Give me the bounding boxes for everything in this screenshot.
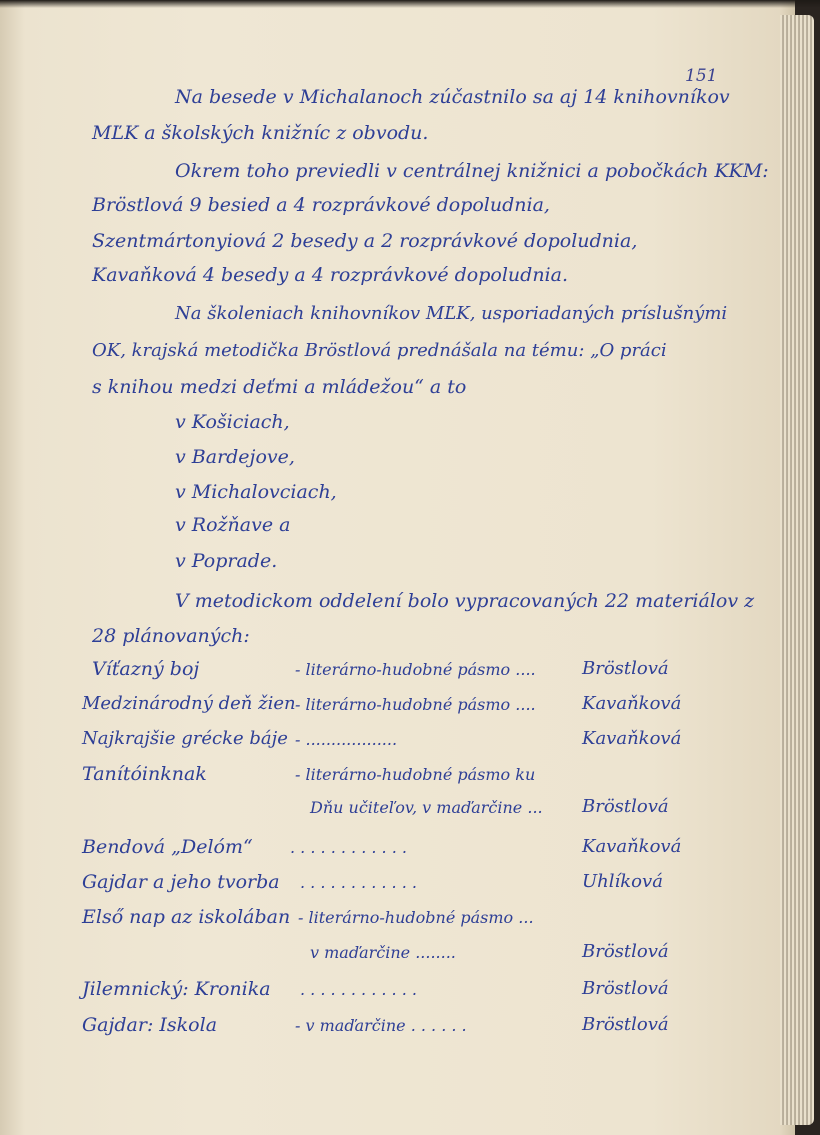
text-line: MĽK a školských knižníc z obvodu.: [92, 122, 429, 144]
material-title: Tanítóinknak: [82, 763, 207, 785]
material-title: Bendová „Delóm“: [82, 836, 253, 858]
material-author: Kavaňková: [582, 693, 682, 714]
text-line: Bröstlová 9 besied a 4 rozprávkové dopoludnia,: [92, 194, 550, 216]
location-item: v Rožňave a: [175, 514, 291, 536]
material-desc: . . . . . . . . . . . .: [300, 980, 417, 999]
material-author: Bröstlová: [582, 1014, 669, 1035]
text-line: s knihou medzi deťmi a mládežou“ a to: [92, 376, 467, 398]
text-line: Na besede v Michalanoch zúčastnilo sa aj 14 knihovníkov: [175, 86, 730, 108]
page-edges: [780, 15, 814, 1125]
material-title: Első nap az iskolában: [82, 906, 291, 928]
text-line: Szentmártonyiová 2 besedy a 2 rozprávkové dopoludnia,: [92, 230, 638, 252]
text-line: OK, krajská metodička Bröstlová prednášala na tému: „O práci: [92, 340, 667, 361]
material-author: Bröstlová: [582, 658, 669, 679]
material-desc: v maďarčine ........: [310, 943, 456, 962]
binding-shadow: [0, 0, 820, 8]
material-desc: - v maďarčine . . . . . .: [295, 1016, 467, 1035]
material-desc: - ..................: [295, 730, 398, 749]
location-item: v Košiciach,: [175, 411, 290, 433]
material-author: Uhlíková: [582, 871, 663, 892]
material-author: Kavaňková: [582, 728, 682, 749]
material-author: Bröstlová: [582, 941, 669, 962]
location-item: v Poprade.: [175, 550, 278, 572]
text-line: Kavaňková 4 besedy a 4 rozprávkové dopoludnia.: [92, 264, 569, 286]
material-title: Jilemnický: Kronika: [82, 978, 271, 1000]
material-desc: . . . . . . . . . . . .: [290, 838, 407, 857]
text-line: Na školeniach knihovníkov MĽK, usporiadaných príslušnými: [175, 303, 728, 324]
material-desc: Dňu učiteľov, v maďarčine ...: [310, 798, 543, 817]
material-desc: - literárno-hudobné pásmo ...: [298, 908, 534, 927]
material-desc: - literárno-hudobné pásmo ....: [295, 660, 536, 679]
text-line: Okrem toho previedli v centrálnej knižnici a pobočkách KKM:: [175, 160, 769, 182]
material-desc: . . . . . . . . . . . .: [300, 873, 417, 892]
material-title: Najkrajšie grécke báje: [82, 728, 288, 749]
material-author: Bröstlová: [582, 978, 669, 999]
material-title: Medzinárodný deň žien: [82, 693, 296, 714]
location-item: v Michalovciach,: [175, 481, 337, 503]
material-author: Kavaňková: [582, 836, 682, 857]
material-title: Víťazný boj: [92, 658, 200, 680]
page-number: 151: [685, 66, 718, 86]
material-desc: - literárno-hudobné pásmo ku: [295, 765, 536, 784]
text-line: 28 plánovaných:: [92, 625, 250, 647]
material-desc: - literárno-hudobné pásmo ....: [295, 695, 536, 714]
material-title: Gajdar: Iskola: [82, 1014, 218, 1036]
material-title: Gajdar a jeho tvorba: [82, 871, 280, 893]
material-author: Bröstlová: [582, 796, 669, 817]
text-line: V metodickom oddelení bolo vypracovaných 22 materiálov z: [175, 590, 755, 612]
location-item: v Bardejove,: [175, 446, 295, 468]
